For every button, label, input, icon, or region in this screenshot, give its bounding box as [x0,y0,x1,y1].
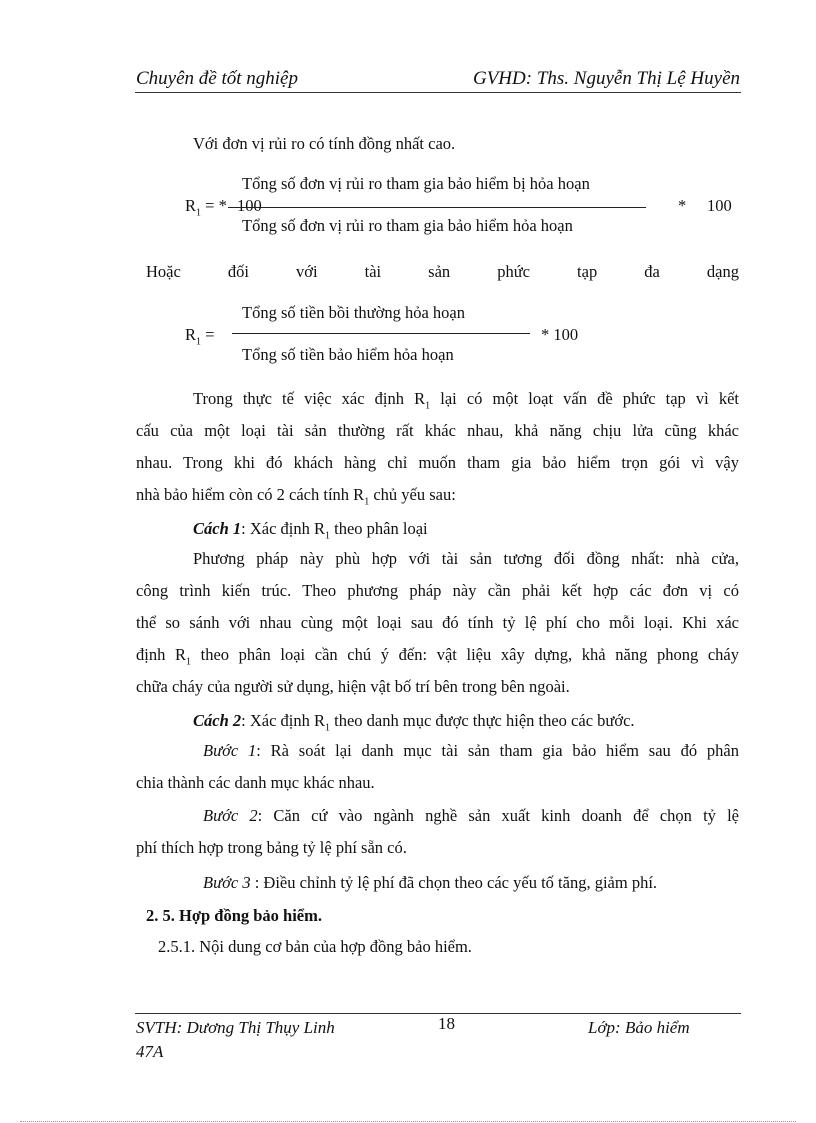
formula-1-fraction-bar [228,207,646,208]
para-line: định $R_1$ theo phân loại cần chú ý đến: vật liệu xây dựng, khả năng phong cháy [136,645,740,668]
formula-1-multiplier: * [678,196,687,215]
or-word: sản [428,262,451,281]
or-word: Hoặc [146,262,181,281]
page-number: 18 [438,1014,455,1033]
para-line: Bước 2: Căn cứ vào ngành nghề sản xuất kinh doanh để chọn tỷ lệ [203,806,739,825]
step-3: Bước 3 : Điều chỉnh tỷ lệ phí đã chọn theo các yếu tố tăng, giảm phí. [203,873,658,892]
header-left: Chuyên đề tốt nghiệp [136,68,298,89]
formula-1-factor: 100 [707,196,732,215]
paragraph-2 [136,543,739,703]
formula-2-lhs: $R_1$ = [185,325,215,348]
para-line: nhau. Trong khi đó khách hàng chỉ muốn tham gia bảo hiểm trọn gói vì vậy [136,453,739,472]
subsection-heading: 2.5.1. Nội dung cơ bản của hợp đồng bảo hiểm. [158,937,472,956]
para-line: Phương pháp này phù hợp với tài sản tương đối đồng nhất: nhà cửa, [193,549,739,568]
formula-1-denominator: Tổng số đơn vị rủi ro tham gia bảo hiểm hỏa hoạn [242,216,573,235]
footer-student: SVTH: Dương Thị Thụy Linh [136,1018,335,1037]
step-1 [136,735,739,799]
footer-class: Lớp: Bảo hiểm [588,1018,690,1037]
para-line: phí thích hợp trong bảng tỷ lệ phí sẵn có. [136,838,407,857]
para-line: Trong thực tế việc xác định $R_1$ lại có một loạt vấn đề phức tạp vì kết [193,389,739,412]
step-2 [136,800,739,864]
formula-1-numerator: Tổng số đơn vị rủi ro tham gia bảo hiểm bị hỏa hoạn [242,174,590,193]
para-line: chia thành các danh mục khác nhau. [136,773,375,792]
or-word: dạng [706,262,739,281]
or-word: đa [644,262,660,281]
method-2: Cách 2: Xác định $R_1$ theo danh mục được thực hiện theo các bước. [193,711,635,734]
or-word: tạp [577,262,598,281]
or-word: với [296,262,318,281]
para-line: công trình kiến trúc. Theo phương pháp này cần phải kết hợp các đơn vị có [136,581,739,600]
para-line: thể so sánh với nhau cùng một loại sau đó tính tỷ lệ phí cho mỗi loại. Khi xác [136,613,739,632]
para-line: nhà bảo hiểm còn có 2 cách tính $R_1$ chủ yếu sau: [136,485,456,508]
paragraph-1 [136,383,739,511]
para-line: chữa cháy của người sử dụng, hiện vật bố trí bên trong bên ngoài. [136,677,570,696]
section-heading: 2. 5. Hợp đồng bảo hiểm. [146,906,323,925]
or-word: tài [364,262,382,281]
para-line: Bước 1: Rà soát lại danh mục tài sản tham gia bảo hiểm sau đó phân [203,741,739,760]
header-rule [135,92,741,93]
or-word: phức [497,262,530,281]
formula-2-denominator: Tổng số tiền bảo hiểm hỏa hoạn [242,345,454,364]
formula-2-tail: * 100 [541,325,579,344]
header-right: GVHD: Ths. Nguyễn Thị Lệ Huyền [472,68,740,89]
para-line: cấu của một loại tài sản thường rất khác nhau, khả năng chịu lửa cũng khác [136,421,739,440]
footer-cohort: 47A [136,1042,164,1061]
method-1: Cách 1: Xác định $R_1$ theo phân loại [193,519,428,542]
page-edge [20,1121,796,1122]
formula-1-strike: 100 [237,196,262,215]
formula-2-fraction-bar [232,333,530,334]
formula-1-lhs: $R_1$ = * [185,196,227,219]
or-word: đối [227,262,249,281]
formula-2-numerator: Tổng số tiền bồi thường hỏa hoạn [242,303,465,322]
intro-text: Với đơn vị rủi ro có tính đồng nhất cao. [193,134,456,153]
or-line [146,262,739,282]
